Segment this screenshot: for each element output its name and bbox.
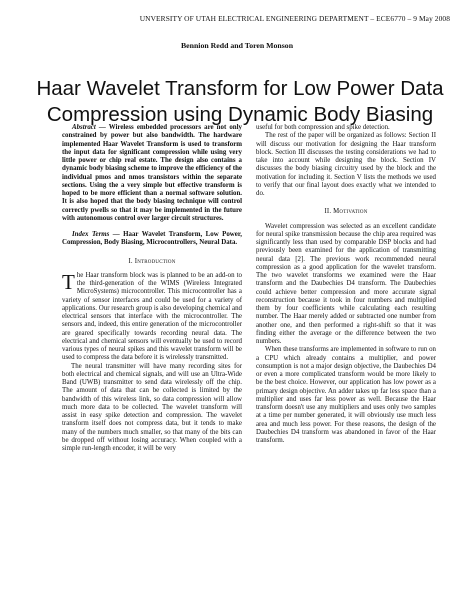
right-column bbox=[256, 124, 436, 445]
section-heading-introduction: I. Introduction bbox=[128, 257, 176, 265]
abstract-text: Wireless embedded processors are not only constrained by power but also bandwidth. The hardware implemented Haar Wavelet Transform is used to transform the input data for significant compression while using very little power or chip real estate. The design also contains a dynamic body biasing scheme to improve the efficiency of the individual pmos and nmos transistors within the separate sections. Using the a very simple but effective transform is hoped to be more efficient than a normal software solution. It is also hoped that the body biasing technique will control correctly pwells so that it may be implemented in the future with autonomous control over larger circuit structures. bbox=[62, 124, 242, 222]
motivation-paragraph-2: When these transforms are implemented in software to run on a CPU which already contains a multiplier, and power consumption is not a major design objective, the Daubechies D4 or even a more complicated transform would be more likely to be the best choice. However, our application has low power as a primary design objective. An adder takes up far less space than a multiplier and uses far less power as well. Because the Haar transform doesn't use any multipliers and uses only two samples at a time per number generated, it will obviously use much less area and much less power. For these reasons, the design of the Daubechies D4 transform was abandoned in favor of the Haar transform. bbox=[256, 346, 436, 444]
abstract-label: Abstract bbox=[72, 124, 96, 131]
index-terms-dash: — bbox=[109, 231, 124, 238]
title-line-1: Haar Wavelet Transform for Low Power Data bbox=[36, 77, 444, 100]
running-head: UNVERSITY OF UTAH ELECTRICAL ENGINEERING DEPARTMENT – ECE6770 – 9 May 2008 bbox=[139, 14, 450, 23]
intro-paragraph-1 bbox=[62, 269, 242, 363]
drop-cap: T bbox=[62, 269, 75, 294]
index-terms-text: Haar Wavelet Transform, Low Power, Compression, Body Biasing, Microcontrollers, Neural Data. bbox=[62, 231, 242, 247]
left-column bbox=[62, 124, 242, 453]
paper-outline-paragraph: The rest of the paper will be organized as follows: Section II will discuss our motivation for designing the Haar transform block. Section III discusses the testing considerations we had to take into account while designing the block. Section IV discusses the body biasing circuitry used by the block and the motivation for including it. Section V lists the methods we used to verify that our final layout does exactly what we intended to do. bbox=[256, 132, 436, 197]
intro-paragraph-2: The neural transmitter will have many recording sites for both electrical and chemical signals, and will use an Ultra-Wide Band (UWB) transmitter to send data wirelessly off the chip. The amount of data that can be collected is limited by the bandwidth of this wireless link, so data compression will allow much more data to be collected. The wavelet transform will assist in easy spike detection and compression. The wavelet transform itself does not compress data, but it tends to make many of the numbers much smaller, so that many of the bits can be dropped off without losing accuracy. When coupled with a simple run-length encoder, it will be very bbox=[62, 362, 242, 452]
intro-paragraph-continued: useful for both compression and spike detection. bbox=[256, 124, 390, 131]
intro-paragraph-1-text: he Haar transform block was is planned to be an add-on to the third-generation of the WIMS (Wireless Integrated MicroSystems) microcontroller. This microcontroller has a variety of sensor interfaces and could be used for a variety of applications. Our research group is also developing chemical and electrical sensors that interface with the microcontroller. The sensors and, indeed, this entire generation of the microcontroller are geared specifically towards recording neural data. The electrical and chemical sensors will eventually be used to record various types of neural spikes and this wavelet transform will be used to compress the data before it is wirelessly transmitted. bbox=[62, 271, 242, 362]
abstract-dash: — bbox=[95, 124, 109, 131]
index-terms-label: Index Terms bbox=[72, 231, 110, 238]
section-heading-motivation: II. Motivation bbox=[324, 208, 368, 216]
motivation-paragraph-1: Wavelet compression was selected as an excellent candidate for neural spike transmission because the chip area required was significantly less than used by comparable DSP blocks and had previously been examined for the application of transmitting neural data [2]. The previous work recommended neural compression as a good application for the wavelet transform. The two wavelet transforms we examined were the Haar transform and the Daubechies D4 transform. The Daubechies could achieve better compression and more accurate signal reconstruction because it took in four numbers and multiplied them by four coefficients while calculating each resulting number. The Haar merely added or subtracted one number from another one, and then performed a right-shift so that it was finding either the average or the difference between the two numbers. bbox=[256, 222, 436, 345]
index-terms bbox=[62, 231, 242, 248]
authors: Bennion Redd and Toren Monson bbox=[180, 41, 294, 50]
abstract bbox=[62, 124, 242, 223]
paper-title bbox=[20, 76, 460, 128]
title-line-2: Compression using Dynamic Body Biasing bbox=[46, 103, 434, 126]
